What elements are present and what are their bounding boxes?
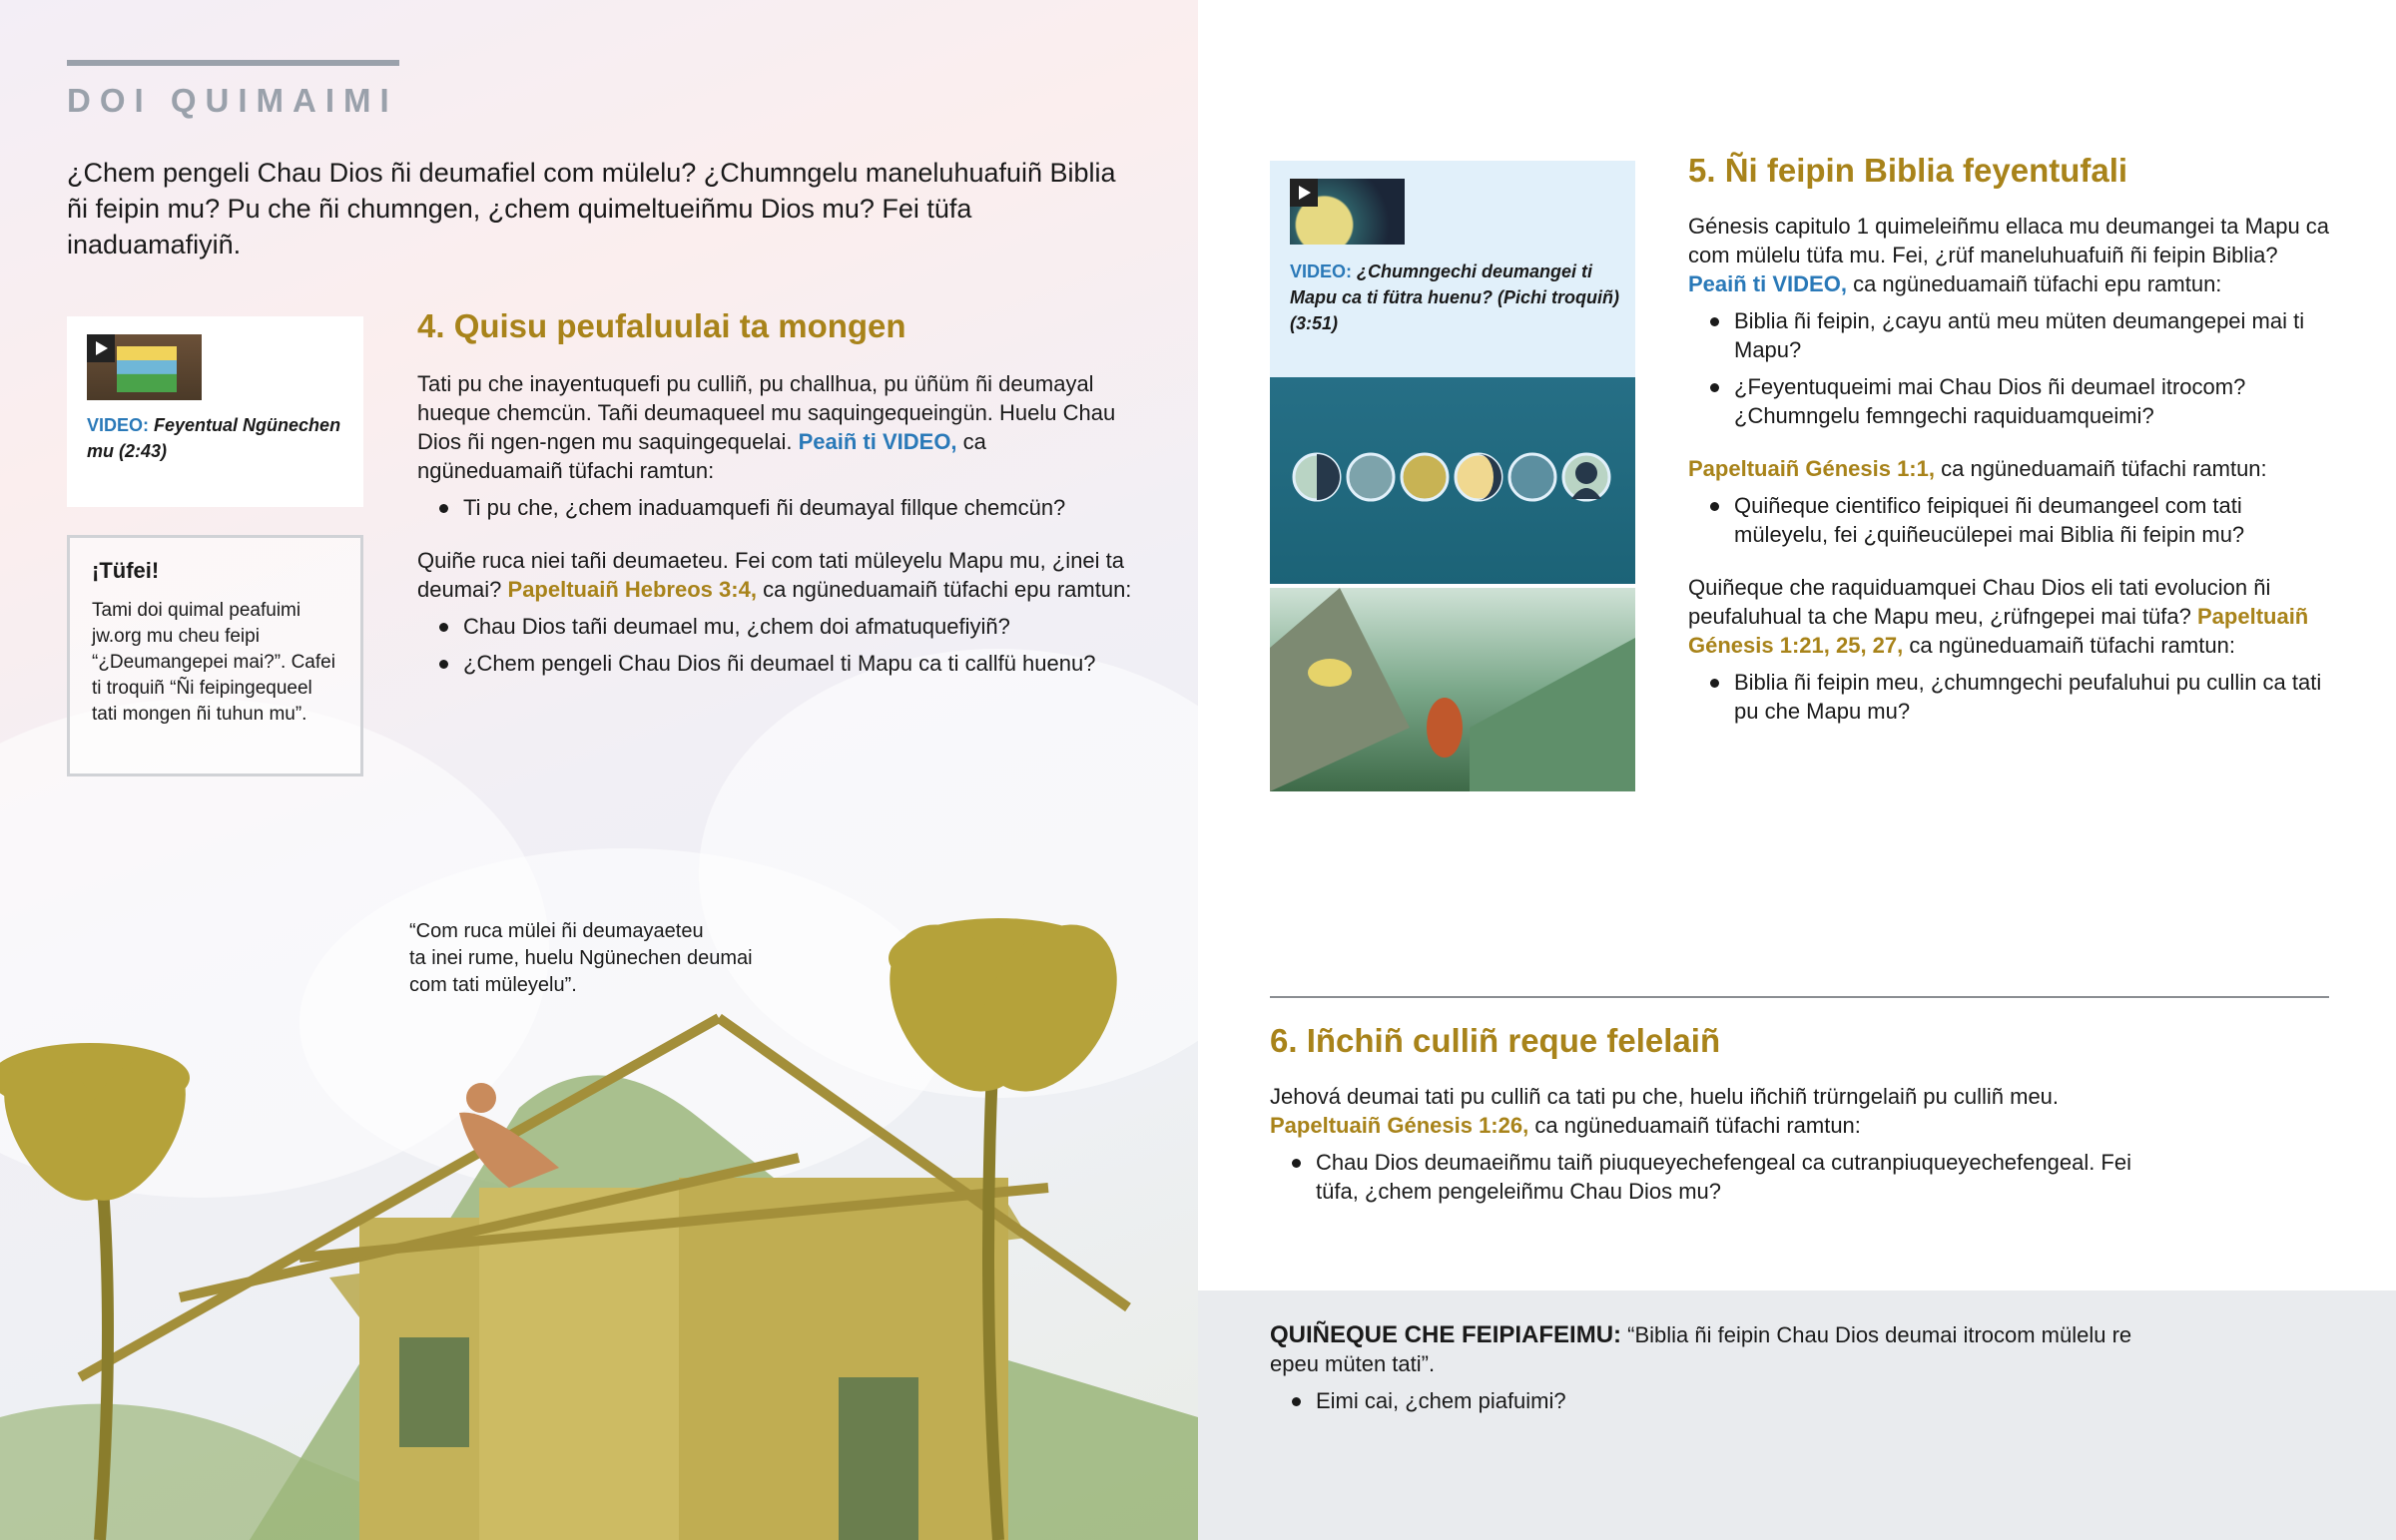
section-4-questions-1 <box>417 493 1136 522</box>
summary-questions <box>1270 1386 2168 1415</box>
question-item: Ti pu che, ¿chem inaduamquefi ñi deumayal fillque chemcün? <box>417 493 1136 522</box>
section-6-heading: 6. Iñchiñ culliñ reque felelaiñ <box>1270 1022 1721 1059</box>
hut-building-illustration <box>0 858 1198 1540</box>
section-divider <box>1270 996 2329 998</box>
video-caption[interactable]: VIDEO: ¿Chumngechi deumangei ti Mapu ca ti fütra huenu? (Pichi troquiñ) (3:51) <box>1290 261 1619 333</box>
tip-title: ¡Tüfei! <box>92 558 160 583</box>
kicker-title: DOI QUIMAIMI <box>67 82 398 119</box>
video-thumbnail[interactable] <box>1290 179 1405 245</box>
video-link[interactable]: Peaiñ ti VIDEO, <box>798 429 957 454</box>
section-5-questions-3 <box>1688 668 2337 726</box>
tip-box <box>67 535 363 776</box>
video-panel-creation[interactable] <box>1270 161 1635 791</box>
question-item: Chau Dios deumaeiñmu taiñ piuqueyechefengeal ca cutranpiuqueyechefengeal. Fei tüfa, ¿chem pengeleiñmu Chau Dios mu? <box>1270 1148 2168 1206</box>
section-4-questions-2 <box>417 612 1136 678</box>
question-item: Eimi cai, ¿chem piafuimi? <box>1270 1386 2168 1415</box>
question-item: Chau Dios tañi deumael mu, ¿chem doi afmatuquefiyiñ? <box>417 612 1136 641</box>
summary-text: QUIÑEQUE CHE FEIPIAFEIMU: “Biblia ñi feipin Chau Dios deumai itrocom mülelu re epeu müten tati”. <box>1270 1321 2132 1376</box>
video-card-feyentual[interactable] <box>67 316 363 507</box>
creation-days-illustration <box>1270 377 1635 584</box>
video-caption[interactable]: VIDEO: Feyentual Ngünechen mu (2:43) <box>87 415 341 461</box>
intro-text: ¿Chem pengeli Chau Dios ñi deumafiel com mülelu? ¿Chumngelu maneluhuafuiñ Biblia ñi feipin mu? Pu che ñi chumngen, ¿chem quimeltueiñmu Dios mu? Fei tüfa inaduamafiyiñ. <box>67 158 1116 259</box>
nature-illustration <box>1270 588 1635 791</box>
section-5-questions-1 <box>1688 306 2337 430</box>
section-4-heading: 4. Quisu peufaluulai ta mongen <box>417 307 906 344</box>
scripture-link-hebreos[interactable]: Papeltuaiñ Hebreos 3:4, <box>507 577 757 602</box>
question-item: Biblia ñi feipin meu, ¿chumngechi peufaluhui pu cullin ca tati pu che Mapu mu? <box>1688 668 2337 726</box>
section-4-paragraph-1: Tati pu che inayentuquefi pu culliñ, pu challhua, pu üñüm ñi deumayal hueque chemcün. Tañi deumaqueel mu saquingequeingün. Huelu Chau Dios ñi ngen-ngen mu saquingequelai. Peaiñ ti VIDEO, ca ngüneduamaiñ tüfachi ramtun: <box>417 371 1116 483</box>
video-thumbnail[interactable] <box>87 334 202 400</box>
section-5-paragraph-3: Quiñeque che raquiduamquei Chau Dios eli tati evolucion ñi peufaluhual ta che Mapu meu, ¿rüfngepei mai tüfa? Papeltuaiñ Génesis 1:21, 25, 27, ca ngüneduamaiñ tüfachi ramtun: <box>1688 575 2309 658</box>
right-page <box>1198 0 2396 1540</box>
section-5-questions-2 <box>1688 491 2337 549</box>
scripture-link-genesis-1-26[interactable]: Papeltuaiñ Génesis 1:26, <box>1270 1113 1529 1138</box>
section-4 <box>417 307 1136 678</box>
section-5 <box>1688 152 2337 726</box>
play-icon[interactable] <box>87 334 115 362</box>
section-6 <box>1270 1022 2268 1206</box>
scripture-link-genesis-1-21[interactable]: Papeltuaiñ Génesis 1:21, 25, 27, <box>1688 604 2309 658</box>
play-icon[interactable] <box>1290 179 1318 207</box>
question-item: Biblia ñi feipin, ¿cayu antü meu müten deumangepei mai ti Mapu? <box>1688 306 2337 364</box>
question-item: Quiñeque cientifico feipiquei ñi deumangeel com tati müleyelu, fei ¿quiñeucülepei mai Biblia ñi feipin mu? <box>1688 491 2337 549</box>
section-4-paragraph-2: Quiñe ruca niei tañi deumaeteu. Fei com tati müleyelu Mapu mu, ¿inei ta deumai? Papeltuaiñ Hebreos 3:4, ca ngüneduamaiñ tüfachi epu ramtun: <box>417 548 1132 602</box>
illustration-quote: “Com ruca mülei ñi deumayaeteu ta inei rume, huelu Ngünechen deumai com tati müleyelu”. <box>409 920 753 996</box>
tip-text: Tami doi quimal peafuimi jw.org mu cheu feipi “¿Deumangepei mai?”. Cafei ti troquiñ “Ñi feipingequeel tati mongen ñi tuhun mu”. <box>92 600 335 725</box>
question-item: ¿Feyentuqueimi mai Chau Dios ñi deumael itrocom? ¿Chumngelu femngechi raquiduamqueimi? <box>1688 372 2337 430</box>
video-link[interactable]: Peaiñ ti VIDEO, <box>1688 271 1847 296</box>
section-6-paragraph-1: Jehová deumai tati pu culliñ ca tati pu che, huelu iñchiñ trürngelaiñ pu culliñ meu. Papeltuaiñ Génesis 1:26, ca ngüneduamaiñ tüfachi ramtun: <box>1270 1084 2060 1138</box>
question-item: ¿Chem pengeli Chau Dios ñi deumael ti Mapu ca ti callfü huenu? <box>417 649 1136 678</box>
section-5-paragraph-1: Génesis capitulo 1 quimeleiñmu ellaca mu deumangei ta Mapu ca com mülelu tüfa mu. Fei, ¿rüf maneluhuafuiñ ñi feipin Biblia? Peaiñ ti VIDEO, ca ngüneduamaiñ tüfachi epu ramtun: <box>1688 214 2330 296</box>
section-6-questions <box>1270 1148 2168 1206</box>
section-5-paragraph-2: Papeltuaiñ Génesis 1:1, ca ngüneduamaiñ tüfachi ramtun: <box>1688 456 2267 481</box>
summary-band <box>1198 1290 2396 1540</box>
section-5-heading: 5. Ñi feipin Biblia feyentufali <box>1688 152 2128 189</box>
scripture-link-genesis-1-1[interactable]: Papeltuaiñ Génesis 1:1, <box>1688 456 1935 481</box>
top-rule <box>67 60 399 66</box>
